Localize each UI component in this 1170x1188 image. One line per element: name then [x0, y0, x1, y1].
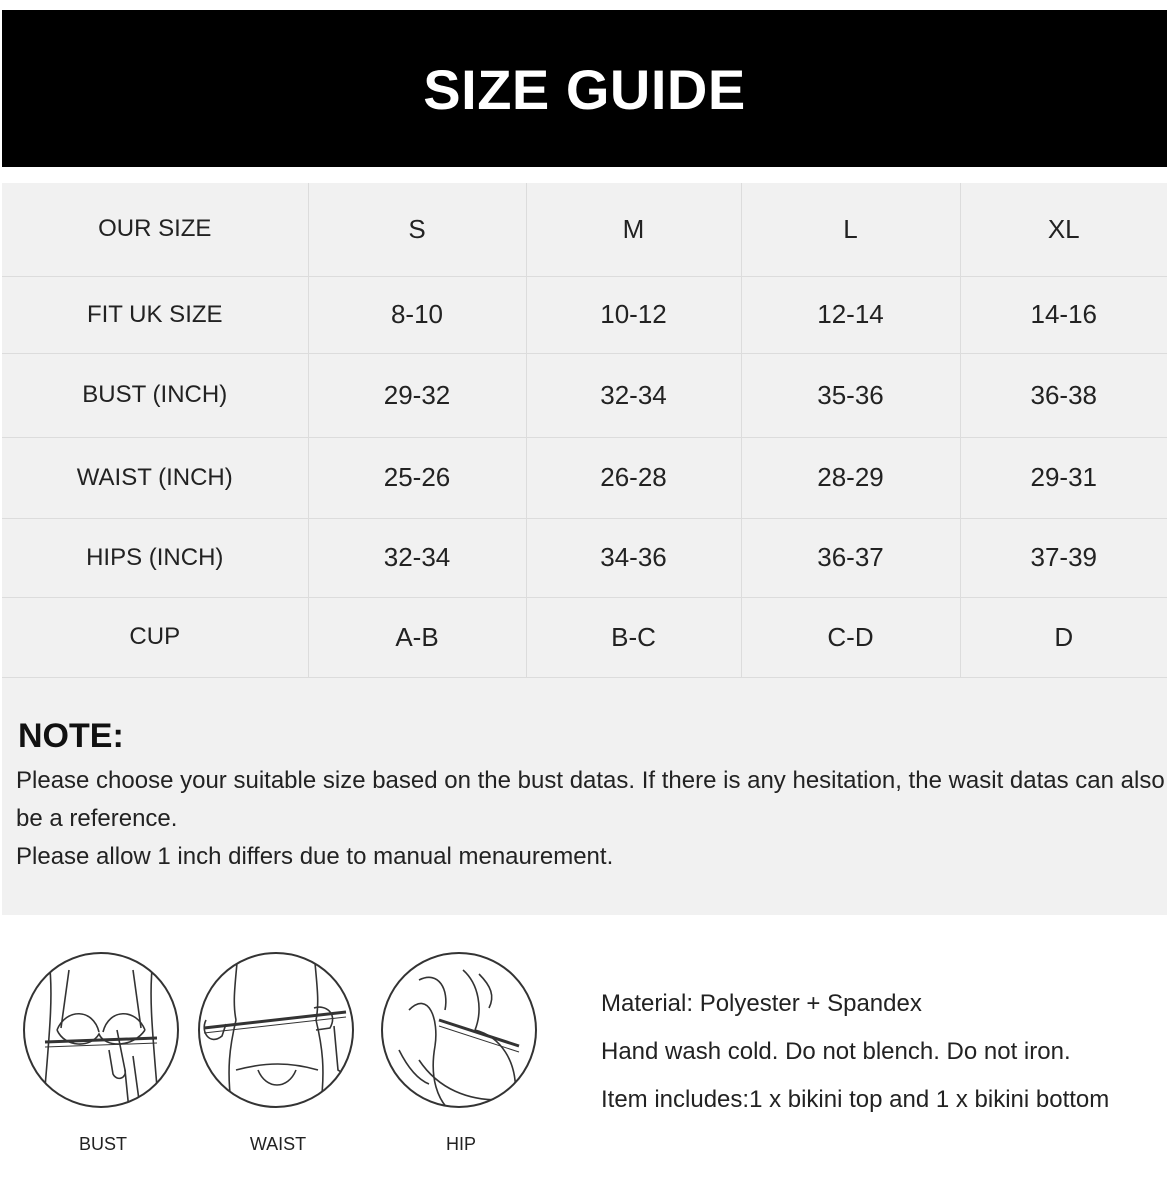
table-cell: D	[960, 597, 1167, 677]
measurement-figures	[0, 940, 580, 1180]
table-row	[2, 597, 1167, 677]
note-line: Please choose your suitable size based on the bust datas. If there is any hesitation, the wasit datas can also be a reference.	[16, 767, 1165, 832]
table-cell: 14-16	[960, 276, 1167, 353]
table-cell: S	[308, 183, 526, 276]
table-cell: 34-36	[526, 518, 741, 597]
row-label-bust: BUST (INCH)	[2, 353, 308, 437]
table-row	[2, 353, 1167, 437]
size-table	[2, 183, 1167, 678]
page-title: SIZE GUIDE	[423, 58, 746, 121]
header-banner	[2, 10, 1167, 167]
waist-measure-icon	[196, 950, 356, 1110]
table-row	[2, 276, 1167, 353]
table-row	[2, 183, 1167, 276]
table-cell: C-D	[741, 597, 960, 677]
figure-label-hip: HIP	[445, 1134, 476, 1154]
table-cell: 36-37	[741, 518, 960, 597]
table-row	[2, 437, 1167, 518]
size-guide-panel	[2, 183, 1167, 915]
table-cell: 28-29	[741, 437, 960, 518]
note-section	[16, 717, 1166, 876]
table-cell: M	[526, 183, 741, 276]
table-cell: 12-14	[741, 276, 960, 353]
figure-label-bust: BUST	[78, 1134, 127, 1154]
figure-waist	[196, 950, 360, 1154]
table-cell: B-C	[526, 597, 741, 677]
table-row	[2, 518, 1167, 597]
table-cell: 25-26	[308, 437, 526, 518]
figure-hip	[379, 950, 543, 1154]
table-cell: 29-32	[308, 353, 526, 437]
hip-measure-icon	[379, 950, 539, 1110]
table-cell: 29-31	[960, 437, 1167, 518]
table-cell: 8-10	[308, 276, 526, 353]
note-line: Please allow 1 inch differs due to manual menaurement.	[16, 843, 614, 870]
note-text	[16, 762, 1166, 876]
figure-label-waist: WAIST	[249, 1134, 307, 1154]
material-text: Material: Polyester + Spandex	[601, 990, 922, 1017]
table-cell: XL	[960, 183, 1167, 276]
table-cell: L	[741, 183, 960, 276]
row-label-cup: CUP	[2, 597, 308, 677]
wash-instructions: Hand wash cold. Do not blench. Do not iron.	[601, 1038, 1071, 1065]
note-title: NOTE:	[18, 717, 124, 755]
row-label-fit-uk-size: FIT UK SIZE	[2, 276, 308, 353]
table-cell: A-B	[308, 597, 526, 677]
figure-bust	[21, 950, 185, 1154]
bust-measure-icon	[21, 950, 181, 1110]
care-info	[601, 980, 1166, 1124]
table-cell: 32-34	[308, 518, 526, 597]
table-cell: 37-39	[960, 518, 1167, 597]
row-label-our-size: OUR SIZE	[2, 183, 308, 276]
table-cell: 26-28	[526, 437, 741, 518]
table-cell: 36-38	[960, 353, 1167, 437]
item-includes: Item includes:1 x bikini top and 1 x bikini bottom	[601, 1086, 1110, 1113]
row-label-waist: WAIST (INCH)	[2, 437, 308, 518]
table-cell: 32-34	[526, 353, 741, 437]
table-cell: 10-12	[526, 276, 741, 353]
row-label-hips: HIPS (INCH)	[2, 518, 308, 597]
table-cell: 35-36	[741, 353, 960, 437]
